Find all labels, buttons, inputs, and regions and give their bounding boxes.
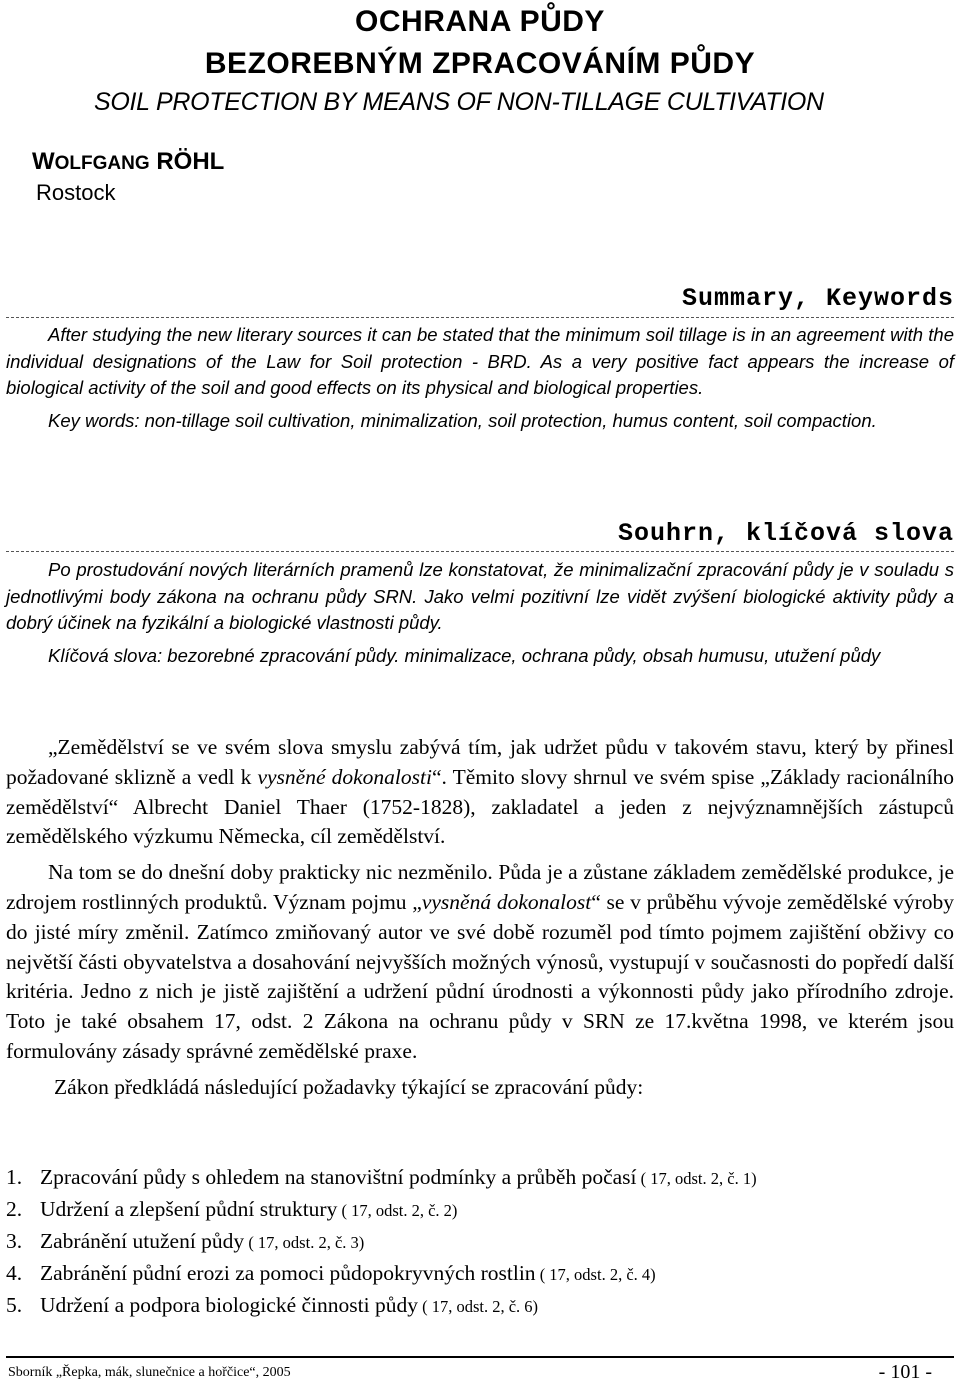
body-paragraph-1: „Zemědělství se ve svém slova smyslu zabývá tím, jak udržet půdu v takovém stavu, který by přinesl požadované sklizně a vedl k vysněné dokonalosti“. Těmito slovy shrnul ve svém spise „Základy racionálního zemědělství“ Albrecht Daniel Thaer (1752-1828), zakladatel a jeden z nejvýznamnějších zástupců zemědělského výzkumu Německa, cíl zemědělství. [6, 735, 954, 849]
requirement-reference: ( 17, odst. 2, č. 3) [244, 1233, 365, 1252]
body-paragraph-3: Zákon předkládá následující požadavky týkající se zpracování půdy: [54, 1074, 644, 1099]
requirement-text: Zabránění půdní erozi za pomoci půdopokryvných rostlin [40, 1261, 536, 1285]
summary-heading: Summary, Keywords [681, 284, 954, 313]
requirement-reference: ( 17, odst. 2, č. 2) [337, 1201, 458, 1220]
requirement-number: 5. [6, 1293, 23, 1317]
body-paragraph-2: Na tom se do dnešní doby prakticky nic nezměnilo. Půda je a zůstane základem zemědělské produkce, je zdrojem rostlinných produktů. Význam pojmu „vysněná dokonalost“ se v průběhu vývoje zemědělské výroby do jisté míry změnil. Zatímco zmiňovaný autor ve své době rozuměl pod tímto pojmem zajištění obživy co největší části obyvatelstva a dosahování nejvyšších možných výnosů, vystupují v současnosti do popředí další kritéria. Jedno z nich je jistě zajištění a udržení půdní úrodnosti a výkonnosti půdy jako přírodního zdroje. Toto je také obsahem 17, odst. 2 Zákona na ochranu půdy v SRN ze 17.května 1998, ve kterém jsou formulovány zásady správné zemědělské praxe. [6, 860, 954, 1063]
requirement-item [0, 1226, 960, 1258]
main-body [6, 733, 954, 1103]
souhrn-keywords: Klíčová slova: bezorebné zpracování půdy. minimalizace, ochrana půdy, obsah humusu, utužení půdy [48, 645, 881, 667]
title-line-1: OCHRANA PŮDY [355, 5, 605, 38]
requirement-reference: ( 17, odst. 2, č. 1) [636, 1169, 757, 1188]
requirement-number: 3. [6, 1229, 23, 1253]
footer-rule [6, 1356, 954, 1358]
summary-divider [6, 317, 954, 318]
author-first-initial: W [32, 148, 55, 175]
author-affiliation: Rostock [36, 180, 116, 205]
requirement-reference: ( 17, odst. 2, č. 4) [535, 1265, 656, 1284]
author-first-rest: OLFGANG [54, 153, 150, 174]
requirement-number: 1. [6, 1165, 23, 1189]
requirement-item [0, 1258, 960, 1290]
requirement-text: Udržení a podpora biologické činnosti půdy [40, 1293, 418, 1317]
requirements-list [0, 1162, 960, 1322]
title-line-2: BEZOREBNÝM ZPRACOVÁNÍM PŮDY [204, 47, 756, 80]
requirement-text: Udržení a zlepšení půdní struktury [40, 1197, 338, 1221]
english-subtitle: SOIL PROTECTION BY MEANS OF NON-TILLAGE CULTIVATION [94, 88, 824, 116]
requirement-text: Zpracování půdy s ohledem na stanovištní podmínky a průběh počasí [40, 1165, 637, 1189]
souhrn-abstract [6, 557, 954, 670]
author-name [32, 148, 224, 176]
requirement-reference: ( 17, odst. 2, č. 6) [417, 1297, 539, 1316]
footer-proceedings: Sborník „Řepka, mák, slunečnice a hořčice“, 2005 [8, 1365, 291, 1380]
summary-abstract [6, 322, 954, 435]
requirement-number: 4. [6, 1261, 23, 1285]
souhrn-heading: Souhrn, klíčová slova [617, 519, 954, 548]
summary-keywords: Key words: non-tillage soil cultivation, minimalization, soil protection, humus content, soil compaction. [48, 410, 877, 432]
requirement-text: Zabránění utužení půdy [40, 1229, 245, 1253]
summary-text: After studying the new literary sources it can be stated that the minimum soil tillage is in an agreement with the individual designations of the Law for Soil protection - BRD. As a very positive fact appears the increase of biological activity of the soil and good effects on its physical and biological properties. [6, 324, 954, 399]
souhrn-text: Po prostudování nových literárních pramenů lze konstatovat, že minimalizační zpracování půdy je v souladu s jednotlivými body zákona na ochranu půdy SRN. Jako velmi pozitivní lze vidět zvýšení biologické aktivity půdy a dobrý účinek na fyzikální a biologické vlastnosti půdy. [6, 559, 954, 634]
author-last-name: RÖHL [156, 148, 225, 175]
requirement-item [0, 1162, 960, 1194]
requirement-number: 2. [6, 1197, 23, 1221]
requirement-item [0, 1290, 960, 1322]
page-number: - 101 - [878, 1361, 932, 1383]
requirement-item [0, 1194, 960, 1226]
souhrn-divider [6, 551, 954, 552]
